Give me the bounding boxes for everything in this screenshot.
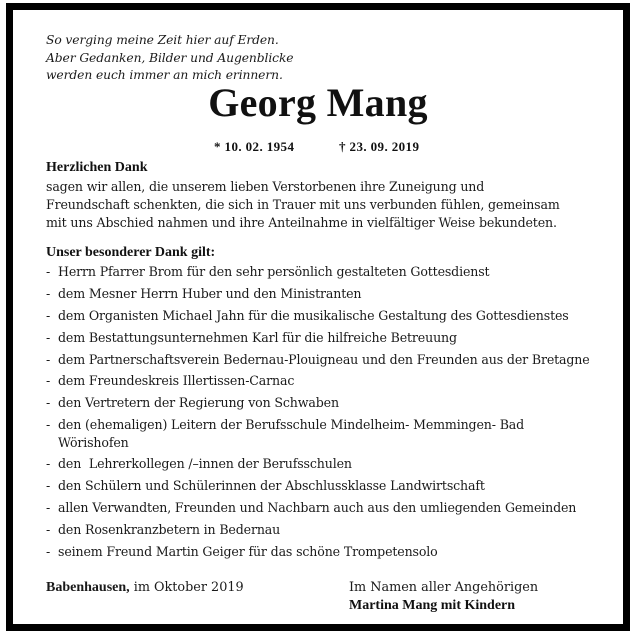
- list-item: - den (ehemaligen) Leitern der Berufsschule Mindelheim- Memmingen- Bad Wörishofen: [46, 417, 525, 450]
- list-item: - dem Mesner Herrn Huber und den Ministranten: [46, 285, 362, 301]
- dash-bullet: -: [46, 264, 51, 279]
- place-name: Babenhausen,: [46, 580, 130, 595]
- list-item: - dem Partnerschaftsverein Bedernau-Plouigneau und den Freunden aus der Bretagne: [46, 351, 590, 367]
- date-text: im Oktober 2019: [129, 580, 244, 595]
- list-item: - seinem Freund Martin Geiger für das schöne Trompetensolo: [46, 543, 438, 559]
- special-thanks-heading: Unser besonderer Dank gilt:: [46, 245, 216, 260]
- list-item: - den Lehrerkollegen /–innen der Berufsschulen: [46, 456, 352, 472]
- dash-bullet: -: [46, 285, 51, 301]
- signature: Martina Mang mit Kindern: [349, 598, 516, 613]
- motto-line: werden euch immer an mich erinnern.: [46, 68, 283, 82]
- dash-bullet: -: [46, 522, 51, 538]
- on-behalf-text: Im Namen aller Angehörigen: [349, 580, 539, 595]
- dash-bullet: -: [46, 395, 51, 411]
- thanks-text: [46, 178, 621, 231]
- list-item: - den Rosenkranzbetern in Bedernau: [46, 522, 281, 538]
- dash-bullet: -: [46, 500, 51, 516]
- list-item: - dem Organisten Michael Jahn für die musikalische Gestaltung des Gottesdienstes: [46, 307, 569, 323]
- dash-bullet: -: [46, 456, 51, 472]
- dash-bullet: -: [46, 417, 51, 433]
- thanks-line: sagen wir allen, die unserem lieben Verstorbenen ihre Zuneigung und: [46, 179, 485, 194]
- dash-bullet: -: [46, 351, 51, 367]
- list-item: - dem Bestattungsunternehmen Karl für die hilfreiche Betreuung: [46, 329, 457, 345]
- dash-bullet: -: [46, 307, 51, 323]
- dash-bullet: -: [46, 373, 51, 389]
- list-item: - dem Freundeskreis Illertissen-Carnac: [46, 373, 295, 389]
- thanks-line: Freundschaft schenkten, die sich in Trauer mit uns verbunden fühlen, gemeinsam: [46, 196, 560, 212]
- list-item: - den Schülern und Schülerinnen der Abschlussklasse Landwirtschaft: [46, 478, 485, 494]
- list-item: - allen Verwandten, Freunden und Nachbarn auch aus den umliegenden Gemeinden: [46, 500, 577, 516]
- place-date: [46, 580, 244, 596]
- list-item: - Herrn Pfarrer Brom für den sehr persönlich gestalteten Gottesdienst: [46, 264, 490, 279]
- special-thanks-list: [46, 263, 626, 565]
- thanks-heading: Herzlichen Dank: [46, 160, 148, 175]
- deceased-name: Georg Mang: [208, 80, 428, 125]
- motto-verse: [46, 32, 294, 85]
- dash-bullet: -: [46, 543, 51, 559]
- dash-bullet: -: [46, 329, 51, 345]
- motto-line: Aber Gedanken, Bilder und Augenblicke: [46, 50, 294, 65]
- dash-bullet: -: [46, 478, 51, 494]
- obituary-frame: [6, 3, 630, 631]
- thanks-line: mit uns Abschied nahmen und ihre Anteilnahme in vielfältiger Weise bekundeten.: [46, 214, 557, 230]
- birth-date: * 10. 02. 1954: [214, 139, 295, 154]
- motto-line: So verging meine Zeit hier auf Erden.: [46, 33, 279, 47]
- list-item: - den Vertretern der Regierung von Schwaben: [46, 395, 339, 411]
- death-date: † 23. 09. 2019: [339, 139, 420, 154]
